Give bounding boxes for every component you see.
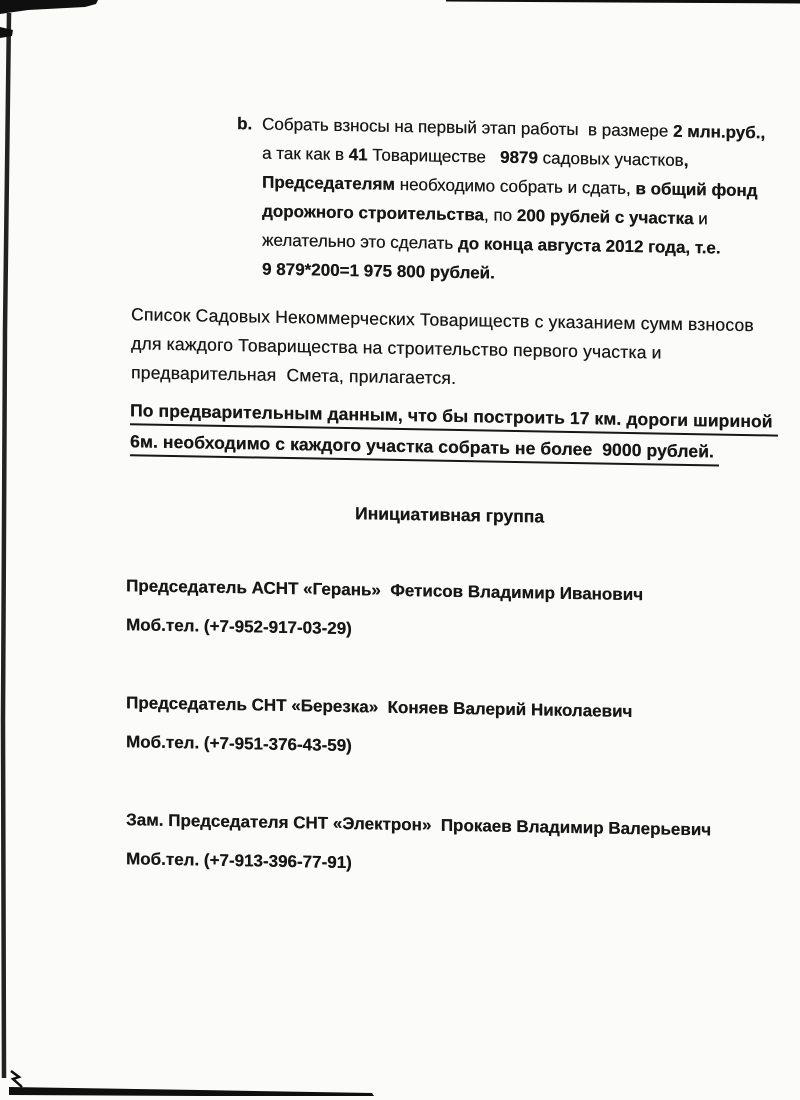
text-line: Список Садовых Некоммерческих Товариществ с указанием сумм взносов <box>131 304 754 336</box>
list-item-marker: b. <box>237 114 253 134</box>
text-line: 6м. необходимо с каждого участка собрать не более 9000 рублей. <box>130 428 719 466</box>
contact-phone: Моб.тел. (+7-951-376-43-59) <box>126 732 352 756</box>
contact-entry <box>126 575 711 646</box>
list-item-b <box>237 109 765 292</box>
paragraph-note-underlined <box>130 397 778 469</box>
text-segment-bold: 9879 <box>499 147 538 168</box>
text-segment-bold: 2 млн.руб., <box>672 121 766 143</box>
contacts-list <box>126 575 711 936</box>
text-segment-bold: в общий фонд <box>635 179 758 201</box>
text-segment: Собрать взносы на первый этап работы в размере <box>262 114 673 141</box>
text-segment: необходимо собрать и сдать, <box>394 174 636 199</box>
contact-title: Председатель АСНТ «Герань» Фетисов Владимир Иванович <box>126 576 643 605</box>
contact-entry <box>126 809 711 880</box>
contact-title: Зам. Председателя СНТ «Электрон» Прокаев Владимир Валерьевич <box>126 810 712 840</box>
section-heading: Инициативная группа <box>355 503 544 527</box>
text-segment-bold: дорожного строительства <box>262 201 484 225</box>
paragraph-attachments <box>131 300 754 398</box>
text-segment-bold: 41 <box>348 145 368 165</box>
text-segment-bold: Председателям <box>262 172 395 194</box>
text-segment: и <box>693 209 708 229</box>
contact-title: Председатель СНТ «Березка» Коняев Валерий Николаевич <box>126 693 633 722</box>
contact-entry <box>126 692 711 763</box>
text-line: предварительная Смета, прилагается. <box>131 362 457 388</box>
contact-phone: Моб.тел. (+7-913-396-77-91) <box>126 849 352 873</box>
text-line: для каждого Товарищества на строительство первого участка и <box>131 333 662 363</box>
scan-artifact-top-right-line <box>446 0 800 4</box>
text-segment-bold: 200 рублей с участка <box>516 206 694 229</box>
text-segment-bold: , <box>683 150 689 171</box>
text-segment: Товариществе <box>367 145 500 167</box>
text-segment: , по <box>483 205 517 226</box>
text-segment: а так как в <box>262 143 349 165</box>
text-segment: садовых участков <box>537 148 684 170</box>
text-segment-bold: до конца августа 2012 года, т.е. <box>457 233 721 258</box>
contact-phone: Моб.тел. (+7-952-917-03-29) <box>126 615 352 639</box>
text-segment-bold: 9 879*200=1 975 800 рублей. <box>262 259 495 283</box>
list-item-text <box>262 110 765 293</box>
text-segment: желательно это сделать <box>262 230 458 253</box>
text-line: По предварительным данным, что бы построить 17 км. дороги шириной <box>130 397 778 436</box>
